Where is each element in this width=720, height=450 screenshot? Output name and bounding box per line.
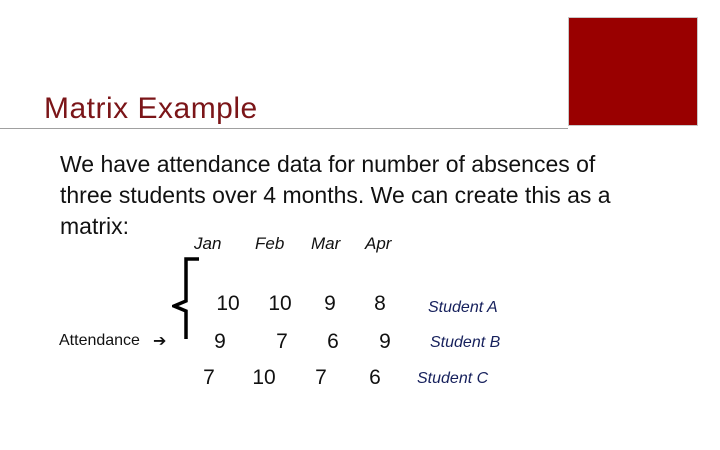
month-header-apr: Apr — [365, 234, 392, 253]
matrix-cell: 7 — [276, 330, 288, 353]
student-label-c: Student C — [417, 370, 489, 387]
matrix-cell: 10 — [252, 366, 276, 389]
matrix-cell: 10 — [268, 292, 292, 315]
matrix-cell: 9 — [214, 330, 226, 353]
matrix-cell: 9 — [324, 292, 336, 315]
row-label-attendance: Attendance — [59, 332, 140, 349]
matrix-cell: 9 — [379, 330, 391, 353]
title-divider — [0, 128, 568, 129]
student-label-a: Student A — [428, 299, 498, 316]
month-header-mar: Mar — [311, 234, 341, 253]
accent-box — [568, 17, 698, 126]
body-text: We have attendance data for number of absences of three students over 4 months. We can create this as a matrix: — [60, 151, 611, 239]
right-arrow-icon: ➔ — [153, 333, 167, 350]
matrix-cell: 8 — [374, 292, 386, 315]
matrix-cell: 7 — [203, 366, 215, 389]
month-header-feb: Feb — [255, 234, 285, 253]
slide-title: Matrix Example — [44, 92, 258, 125]
matrix-cell: 10 — [216, 292, 240, 315]
matrix-cell: 6 — [369, 366, 381, 389]
matrix-cell: 7 — [315, 366, 327, 389]
month-header-jan: Jan — [194, 234, 222, 253]
matrix-cell: 6 — [327, 330, 339, 353]
matrix-bracket-icon — [172, 257, 202, 377]
student-label-b: Student B — [430, 334, 501, 351]
